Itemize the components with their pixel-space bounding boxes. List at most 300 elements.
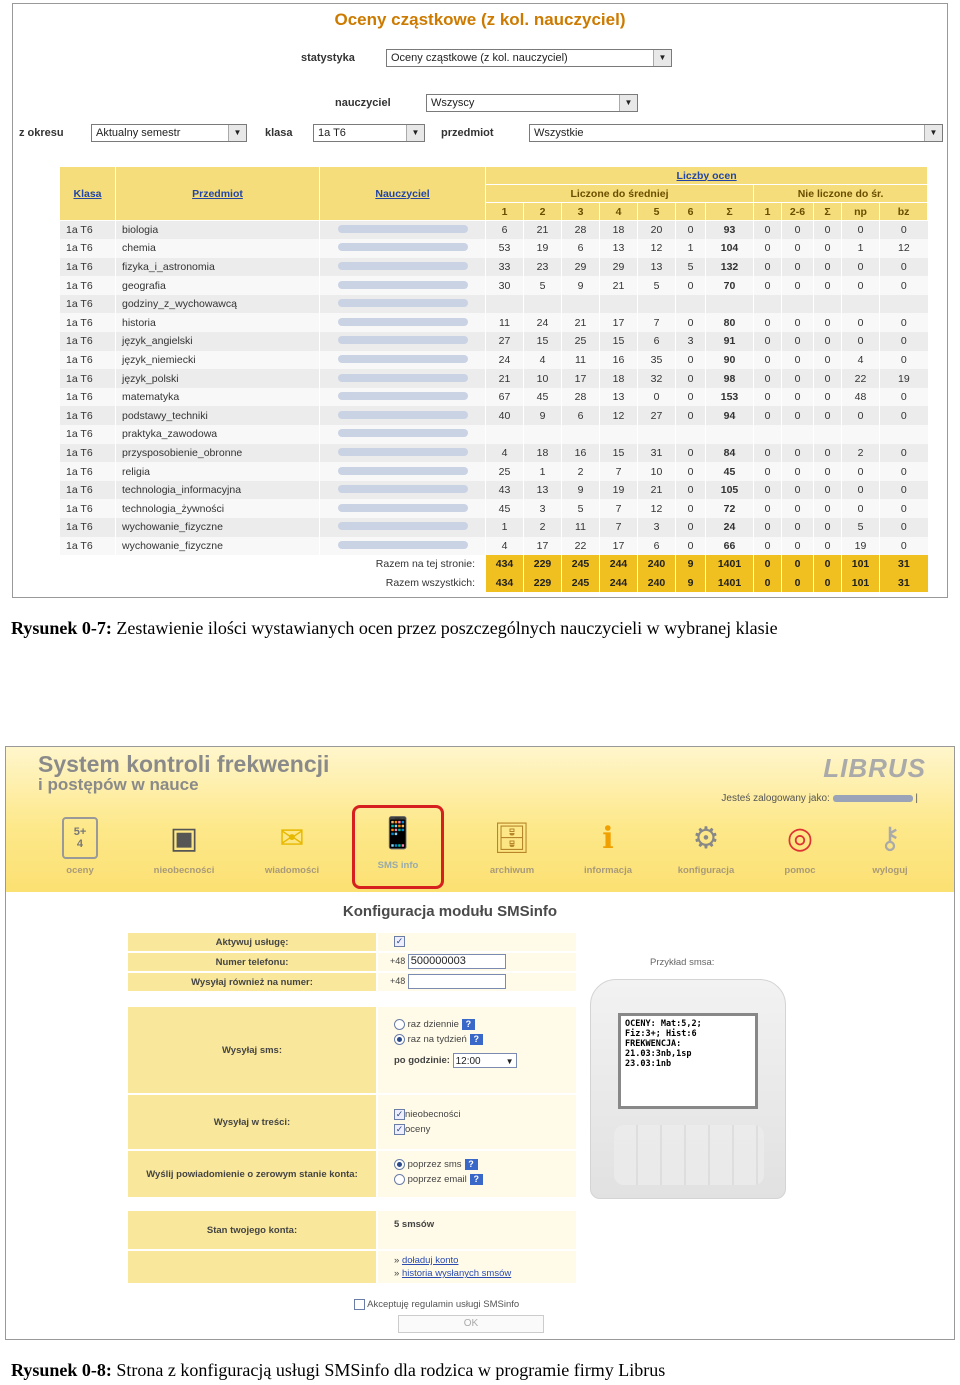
sum-cell: 229 [524,555,562,574]
numer-prefix: +48 [390,955,406,966]
cell-count: 0 [754,518,782,537]
cell-count: 0 [814,518,842,537]
cell-przedmiot: matematyka [116,388,320,407]
col-sub-header: 4 [600,203,638,221]
cell-count: 0 [782,518,814,537]
cell-count: 0 [880,462,928,481]
sum-cell: 31 [880,555,928,574]
cell-count: 0 [842,406,880,425]
cell-count: 0 [880,332,928,351]
cell-count: 0 [782,462,814,481]
cell-count: 25 [486,462,524,481]
cell-count: 18 [524,444,562,463]
cell-count: 4 [486,537,524,556]
cell-count: 0 [754,239,782,258]
smsinfo-config-screenshot [5,746,955,1340]
nav-item-5[interactable] [562,813,654,889]
cell-klasa: 1a T6 [60,499,116,518]
cell-count: 0 [842,313,880,332]
redacted-name [338,467,468,475]
cell-count [600,295,638,314]
cell-count [706,425,754,444]
cell-count: 0 [814,444,842,463]
cell-count: 0 [782,276,814,295]
cell-count: 0 [754,221,782,240]
cell-count: 9 [562,276,600,295]
cell-count: 5 [676,258,706,277]
redacted-name [338,243,468,251]
ok-button[interactable]: OK [398,1315,544,1333]
cell-klasa: 1a T6 [60,239,116,258]
aktywuj-checkbox[interactable]: ✓ [395,936,404,946]
cell-count: 18 [600,369,638,388]
absence-icon: ▣ [169,821,199,855]
cell-count: 0 [880,444,928,463]
cell-count: 0 [676,221,706,240]
cell-count: 22 [842,369,880,388]
cell-count: 0 [814,239,842,258]
cell-count: 4 [524,351,562,370]
sum-all-row [60,574,928,593]
cell-count: 17 [562,369,600,388]
cell-count: 0 [782,388,814,407]
nav-label: konfiguracja [677,865,735,876]
table-row [60,499,928,518]
cell-przedmiot: technologia_informacyjna [116,481,320,500]
nav-item-0[interactable] [34,813,126,889]
cell-count: 9 [524,406,562,425]
cell-count: 11 [486,313,524,332]
sum-page-row [60,555,928,574]
col-nauczyciel-header[interactable]: Nauczyciel [320,167,486,221]
cell-count: 132 [706,258,754,277]
cell-count [754,295,782,314]
table-row [60,425,928,444]
cell-count: 21 [524,221,562,240]
cell-count: 0 [676,313,706,332]
stan-label: Stan twojego konta: [128,1211,376,1249]
cell-count [814,425,842,444]
table-row [60,369,928,388]
cell-count: 0 [880,351,928,370]
przedmiot-value: Wszystkie [534,127,584,139]
cell-count: 21 [600,276,638,295]
cell-count: 13 [638,258,676,277]
redacted-name [338,374,468,382]
cell-count: 15 [600,444,638,463]
user-name-redacted [833,795,913,802]
cell-count: 23 [524,258,562,277]
cell-count [486,295,524,314]
table-row [60,351,928,370]
cell-nauczyciel-redacted [320,369,486,388]
godzina-select[interactable] [453,1053,517,1068]
cell-count [638,295,676,314]
cell-count: 0 [782,406,814,425]
cell-count: 24 [486,351,524,370]
cell-count: 0 [754,481,782,500]
logged-label: Jesteś zalogowany jako: [721,793,830,804]
sum-cell: 0 [814,574,842,593]
col-liczby-header[interactable]: Liczby ocen [486,167,928,185]
nauczyciel-value: Wszyscy [431,97,475,109]
cell-count: 0 [754,258,782,277]
tresc-label: Wysyłaj w treści: [128,1095,376,1149]
przez-email-label: poprzez email [407,1174,467,1185]
cell-count: 0 [638,388,676,407]
sum-cell: 1401 [706,555,754,574]
cell-count [600,425,638,444]
nav-label: wiadomości [264,865,320,876]
nauczyciel-label: nauczyciel [335,97,391,109]
page-title: Oceny cząstkowe (z kol. nauczyciel) [334,10,626,29]
redacted-name [338,541,468,549]
cell-count: 21 [562,313,600,332]
sum-cell: 244 [600,574,638,593]
cell-count: 7 [600,462,638,481]
cell-nauczyciel-redacted [320,388,486,407]
nieobecnosci-checkbox[interactable]: ✓ [395,1108,404,1119]
row-aktywuj [128,933,576,951]
row-wysylaj-sms [128,1007,576,1093]
cell-count: 3 [638,518,676,537]
cell-count: 0 [814,369,842,388]
cell-count: 12 [880,239,928,258]
cell-count: 0 [754,332,782,351]
przedmiot-select[interactable] [529,124,943,142]
sum-cell: 245 [562,574,600,593]
col-sub-header: 3 [562,203,600,221]
raz-tydzien-label: raz na tydzień [407,1034,467,1045]
cell-nauczyciel-redacted [320,518,486,537]
cell-nauczyciel-redacted [320,425,486,444]
cell-count: 0 [880,406,928,425]
cell-count: 0 [842,276,880,295]
cell-count: 19 [524,239,562,258]
redacted-name [338,355,468,363]
cell-count: 0 [814,388,842,407]
lifebuoy-icon: ◎ [786,821,814,855]
wysylaj-numer-prefix: +48 [390,975,406,986]
cell-count: 27 [638,406,676,425]
cell-count: 1 [676,239,706,258]
okres-value: Aktualny semestr [96,127,181,139]
nav-label: wyloguj [872,865,908,876]
cell-nauczyciel-redacted [320,444,486,463]
raz-dziennie-label: raz dziennie [407,1019,459,1030]
nav-item-7[interactable] [754,813,846,889]
row-wysylaj-numer [128,973,576,991]
cell-count: 28 [562,221,600,240]
cell-count: 0 [676,499,706,518]
cell-count: 67 [486,388,524,407]
cell-count [562,295,600,314]
cell-nauczyciel-redacted [320,481,486,500]
cell-klasa: 1a T6 [60,276,116,295]
cell-count: 0 [814,313,842,332]
sum-cell: 9 [676,574,706,593]
cell-przedmiot: podstawy_techniki [116,406,320,425]
help-icon[interactable]: ? [470,1174,483,1185]
historia-link[interactable]: historia wysłanych smsów [401,1268,512,1279]
cell-przedmiot: wychowanie_fizyczne [116,518,320,537]
cell-count: 3 [676,332,706,351]
app-title: System kontroli frekwencji [38,751,330,777]
wysylaj-sms-label: Wysyłaj sms: [128,1007,376,1093]
row-links: » doładuj konto » historia wysłanych smsów [128,1251,576,1283]
cell-count [754,425,782,444]
logged-separator: | [915,793,918,804]
cell-przedmiot: język_niemiecki [116,351,320,370]
cell-count: 0 [782,221,814,240]
col-sub-header: 2-6 [782,203,814,221]
help-icon[interactable]: ? [462,1019,475,1030]
cell-przedmiot: fizyka_i_astronomia [116,258,320,277]
row-stan [128,1211,576,1249]
cell-klasa: 1a T6 [60,258,116,277]
table-row [60,481,928,500]
przez-email-radio[interactable] [394,1174,405,1185]
cell-count: 18 [600,221,638,240]
redacted-name [338,281,468,289]
col-sub-header: Σ [706,203,754,221]
nav-label: archiwum [489,865,535,876]
cell-count: 16 [600,351,638,370]
cell-count: 0 [842,258,880,277]
sum-cell: 9 [676,555,706,574]
cell-count: 0 [676,481,706,500]
cell-count [706,295,754,314]
wysylaj-numer-input[interactable] [408,974,506,989]
cell-count: 0 [842,462,880,481]
cell-count: 0 [880,258,928,277]
klasa-label: klasa [265,127,293,139]
cell-count: 53 [486,239,524,258]
cell-przedmiot: język_angielski [116,332,320,351]
cell-count: 91 [706,332,754,351]
cell-count [782,425,814,444]
cell-nauczyciel-redacted [320,276,486,295]
cell-count: 11 [562,518,600,537]
cell-count: 2 [842,444,880,463]
caption-text: Strona z konfiguracją usługi SMSinfo dla rodzica w programie firmy Librus [111,1360,666,1380]
nav-item-3[interactable] [352,805,444,889]
raz-tydzien-radio[interactable] [394,1034,405,1045]
help-icon[interactable]: ? [465,1159,478,1170]
numer-label: Numer telefonu: [128,953,376,971]
cell-count: 24 [524,313,562,332]
cell-count: 0 [842,499,880,518]
cell-count: 0 [814,537,842,556]
redacted-name [338,225,468,233]
cell-count: 15 [524,332,562,351]
cell-count: 29 [562,258,600,277]
doladuj-link[interactable]: doładuj konto [401,1255,459,1266]
cell-nauczyciel-redacted [320,537,486,556]
nauczyciel-select[interactable] [426,94,638,112]
cell-przedmiot: przysposobienie_obronne [116,444,320,463]
cell-count: 0 [814,221,842,240]
cell-count: 0 [842,481,880,500]
cell-count: 0 [814,481,842,500]
sum-cell: 1401 [706,574,754,593]
statystyka-select[interactable] [386,49,672,67]
klasa-select[interactable] [313,124,425,142]
oceny-label: oceny [405,1124,431,1135]
col-klasa-header[interactable]: Klasa [60,167,116,221]
cell-count: 28 [562,388,600,407]
cell-count: 98 [706,369,754,388]
col-sub-header: bz [880,203,928,221]
sum-cell: 0 [754,574,782,593]
numer-input[interactable]: 500000003 [408,954,506,969]
cell-przedmiot: religia [116,462,320,481]
cell-count: 25 [562,332,600,351]
help-icon[interactable]: ? [470,1034,483,1045]
cell-count: 0 [782,351,814,370]
cell-klasa: 1a T6 [60,537,116,556]
cell-count: 21 [486,369,524,388]
sum-label: Razem na tej stronie: [60,555,486,574]
cell-count: 0 [754,313,782,332]
table-row [60,239,928,258]
cell-count: 15 [600,332,638,351]
cell-count: 0 [814,258,842,277]
chevron-down-icon: ▼ [924,125,942,141]
accept-checkbox[interactable] [354,1299,365,1310]
redacted-name [338,429,468,437]
cell-count: 7 [600,499,638,518]
logged-in-info [721,793,918,804]
key-icon: ⚷ [879,821,901,855]
raz-dziennie-radio[interactable] [394,1019,405,1030]
cell-count: 0 [754,388,782,407]
oceny-checkbox[interactable]: ✓ [395,1123,404,1134]
cell-count: 70 [706,276,754,295]
statystyka-value: Oceny cząstkowe (z kol. nauczyciel) [391,52,568,64]
cell-count: 19 [842,537,880,556]
cell-count: 0 [754,351,782,370]
nav-item-8[interactable] [844,813,936,889]
col-przedmiot-header[interactable]: Przedmiot [116,167,320,221]
cell-count: 20 [638,221,676,240]
phone-preview [590,979,786,1199]
sum-label: Razem wszystkich: [60,574,486,593]
redacted-name [338,522,468,530]
cell-count: 30 [486,276,524,295]
nav-item-4[interactable] [466,813,558,889]
cell-klasa: 1a T6 [60,295,116,314]
cell-count: 0 [880,481,928,500]
cell-count [814,295,842,314]
cell-count [524,295,562,314]
cell-count [880,295,928,314]
godzina-label: po godzinie: [394,1055,450,1067]
cell-count: 32 [638,369,676,388]
cell-count: 24 [706,518,754,537]
cell-count: 5 [842,518,880,537]
cell-przedmiot: geografia [116,276,320,295]
sum-cell: 244 [600,555,638,574]
redacted-name [338,411,468,419]
cell-count: 94 [706,406,754,425]
aktywuj-label: Aktywuj usługę: [128,933,376,951]
app-subtitle: i postępów w nauce [38,775,199,794]
cell-count: 2 [524,518,562,537]
redacted-name [338,262,468,270]
cell-count: 0 [842,332,880,351]
okres-label: z okresu [19,127,64,139]
row-numer [128,953,576,971]
cell-count: 10 [638,462,676,481]
przez-sms-radio[interactable] [394,1159,405,1170]
cell-count: 12 [638,499,676,518]
cell-count: 0 [814,351,842,370]
table-row [60,388,928,407]
cell-count: 45 [486,499,524,518]
col-sub-header: 6 [676,203,706,221]
col-sub-header: 2 [524,203,562,221]
envelope-icon: ✉ [279,821,305,855]
grades-statistics-screenshot [12,3,948,598]
cell-count: 80 [706,313,754,332]
okres-select[interactable] [91,124,247,142]
nav-item-6[interactable] [660,813,752,889]
sum-cell: 245 [562,555,600,574]
cell-count: 17 [600,537,638,556]
cell-klasa: 1a T6 [60,332,116,351]
col-sub-header: np [842,203,880,221]
cell-klasa: 1a T6 [60,388,116,407]
nav-item-2[interactable] [246,813,338,889]
cell-count: 31 [638,444,676,463]
archive-icon: 🗄 [492,821,532,855]
cell-count: 0 [782,499,814,518]
cell-przedmiot: historia [116,313,320,332]
cell-count: 4 [842,351,880,370]
cell-count: 0 [754,406,782,425]
cell-count: 0 [754,369,782,388]
figure-caption [11,618,778,639]
cell-count [638,425,676,444]
nav-item-1[interactable] [138,813,230,889]
table-row [60,406,928,425]
cell-count: 0 [676,462,706,481]
cell-count: 45 [706,462,754,481]
sum-cell: 229 [524,574,562,593]
cell-count: 93 [706,221,754,240]
cell-count: 0 [782,258,814,277]
cell-count: 45 [524,388,562,407]
cell-count: 35 [638,351,676,370]
figure-caption [11,1360,665,1381]
cell-count: 0 [814,406,842,425]
cell-count: 6 [562,239,600,258]
cell-count: 43 [486,481,524,500]
cell-przedmiot: biologia [116,221,320,240]
sum-cell: 434 [486,555,524,574]
cell-count [782,295,814,314]
col-sub-header: 1 [754,203,782,221]
cell-count: 0 [676,388,706,407]
cell-nauczyciel-redacted [320,313,486,332]
cell-count: 7 [638,313,676,332]
cell-count: 6 [562,406,600,425]
cell-count: 0 [814,462,842,481]
accept-label: Akceptuję regulamin usługi SMSinfo [367,1299,520,1311]
cell-count: 17 [600,313,638,332]
table-row [60,462,928,481]
